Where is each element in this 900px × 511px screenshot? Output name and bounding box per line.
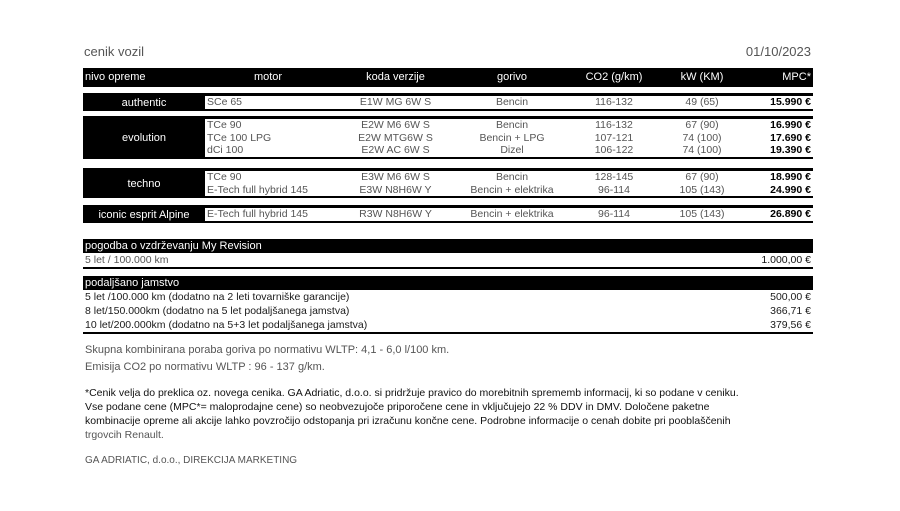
kw-cell: 105 (143) — [679, 208, 725, 220]
koda-cell: E2W M6 6W S — [361, 119, 430, 131]
trim-group-authentic — [83, 93, 813, 111]
kw-cell: 67 (90) — [685, 119, 719, 131]
motor-cell: SCe 65 — [207, 96, 243, 108]
trim-group-techno — [83, 168, 813, 198]
gorivo-cell: Dizel — [500, 144, 524, 156]
maintenance-price: 1.000,00 € — [761, 254, 811, 266]
kw-cell: 74 (100) — [682, 131, 722, 144]
table-row — [205, 132, 813, 145]
table-header — [83, 68, 813, 87]
disclaimer — [85, 386, 815, 442]
gorivo-cell: Bencin + LPG — [479, 131, 545, 144]
gorivo-cell: Bencin + elektrika — [470, 208, 554, 220]
koda-cell: E2W MTG6W S — [358, 131, 433, 144]
warranty-section-header: podaljšano jamstvo — [83, 276, 813, 290]
kw-cell: 105 (143) — [679, 183, 725, 196]
trim-label: authentic — [83, 96, 205, 109]
price-cell: 15.990 € — [770, 96, 811, 108]
col-gorivo: gorivo — [497, 71, 527, 83]
motor-cell: dCi 100 — [207, 144, 244, 156]
table-row — [205, 184, 813, 197]
col-motor: motor — [253, 71, 283, 83]
gorivo-cell: Bencin — [495, 119, 529, 131]
emission-note: Emisija CO2 po normativu WLTP : 96 - 137 g/km. — [85, 361, 325, 373]
motor-cell: TCe 90 — [207, 171, 242, 183]
divider — [83, 332, 813, 334]
co2-cell: 128-145 — [594, 171, 634, 183]
maintenance-label: 5 let / 100.000 km — [85, 254, 169, 266]
table-row — [205, 171, 813, 184]
document-date: 01/10/2023 — [745, 44, 811, 59]
table-row — [205, 144, 813, 157]
gorivo-cell: Bencin — [495, 171, 529, 183]
motor-cell: TCe 90 — [207, 119, 242, 131]
price-cell: 16.990 € — [770, 119, 811, 131]
trim-label: evolution — [83, 119, 205, 157]
co2-cell: 116-132 — [595, 96, 633, 108]
warranty-label: 5 let /100.000 km (dodatno na 2 leti tovarniške garancije) — [85, 291, 350, 303]
warranty-label: 8 let/150.000km (dodatno na 5 let podaljšanega jamstva) — [85, 305, 350, 317]
consumption-note: Skupna kombinirana poraba goriva po normativu WLTP: 4,1 - 6,0 l/100 km. — [85, 344, 450, 356]
table-row — [205, 96, 813, 109]
price-cell: 19.390 € — [770, 144, 811, 156]
col-nivo-opreme: nivo opreme — [85, 71, 146, 83]
disclaimer-line: *Cenik velja do preklica oz. novega cenika. GA Adriatic, d.o.o. si pridržuje pravico do morebitnih sprememb informacij, ki so podane v ceniku. — [85, 387, 739, 399]
warranty-row — [83, 291, 813, 304]
document-title: cenik vozil — [84, 44, 144, 59]
warranty-price: 379,56 € — [770, 319, 811, 331]
co2-cell: 116-132 — [595, 119, 633, 131]
col-co2: CO2 (g/km) — [585, 71, 643, 83]
gorivo-cell: Bencin + elektrika — [470, 183, 554, 196]
disclaimer-line: Vse podane cene (MPC*= maloprodajne cene) so neobvezujoče priporočene cene in vključujejo 22 % DDV in DMV. Določene paketne — [85, 401, 710, 413]
trim-group-evolution — [83, 116, 813, 159]
trim-label: techno — [83, 171, 205, 196]
price-cell: 17.690 € — [770, 131, 811, 144]
motor-cell: E-Tech full hybrid 145 — [207, 183, 308, 196]
warranty-row — [83, 319, 813, 332]
table-row — [205, 208, 813, 221]
kw-cell: 74 (100) — [682, 144, 722, 156]
trim-group-iconic-esprit-alpine — [83, 205, 813, 223]
col-koda-verzije: koda verzije — [366, 71, 425, 83]
disclaimer-line: kombinacije opreme ali akcije lahko povzročijo odstopanja pri izračunu končne cene. Podrobne informacije o cenah dobite pri pooblaščenih — [85, 415, 731, 427]
maintenance-row — [83, 254, 813, 267]
divider — [83, 267, 813, 269]
price-cell: 24.990 € — [770, 183, 811, 196]
disclaimer-line: trgovcih Renault. — [85, 429, 164, 441]
co2-cell: 96-114 — [598, 183, 630, 196]
motor-cell: TCe 100 LPG — [207, 131, 272, 144]
co2-cell: 106-122 — [594, 144, 634, 156]
trim-label: iconic esprit Alpine — [83, 208, 205, 221]
warranty-row — [83, 305, 813, 318]
warranty-label: 10 let/200.000km (dodatno na 5+3 let podaljšanega jamstva) — [85, 319, 368, 331]
footer-text: GA ADRIATIC, d.o.o., DIREKCIJA MARKETING — [85, 455, 298, 466]
co2-cell: 96-114 — [598, 208, 630, 220]
col-kw: kW (KM) — [680, 71, 724, 83]
gorivo-cell: Bencin — [495, 96, 529, 108]
koda-cell: E2W AC 6W S — [361, 144, 430, 156]
price-cell: 18.990 € — [770, 171, 811, 183]
koda-cell: E1W MG 6W S — [359, 96, 432, 108]
koda-cell: E3W N8H6W Y — [359, 183, 432, 196]
co2-cell: 107-121 — [594, 131, 634, 144]
table-row — [205, 119, 813, 132]
motor-cell: E-Tech full hybrid 145 — [207, 208, 308, 220]
warranty-price: 366,71 € — [770, 305, 811, 317]
document-header — [83, 44, 813, 62]
kw-cell: 67 (90) — [685, 171, 719, 183]
koda-cell: R3W N8H6W Y — [359, 208, 432, 220]
kw-cell: 49 (65) — [685, 96, 719, 108]
price-cell: 26.890 € — [770, 208, 811, 220]
koda-cell: E3W M6 6W S — [361, 171, 430, 183]
maintenance-section-header: pogodba o vzdrževanju My Revision — [83, 239, 813, 253]
warranty-price: 500,00 € — [770, 291, 811, 303]
col-mpc: MPC* — [782, 71, 811, 83]
